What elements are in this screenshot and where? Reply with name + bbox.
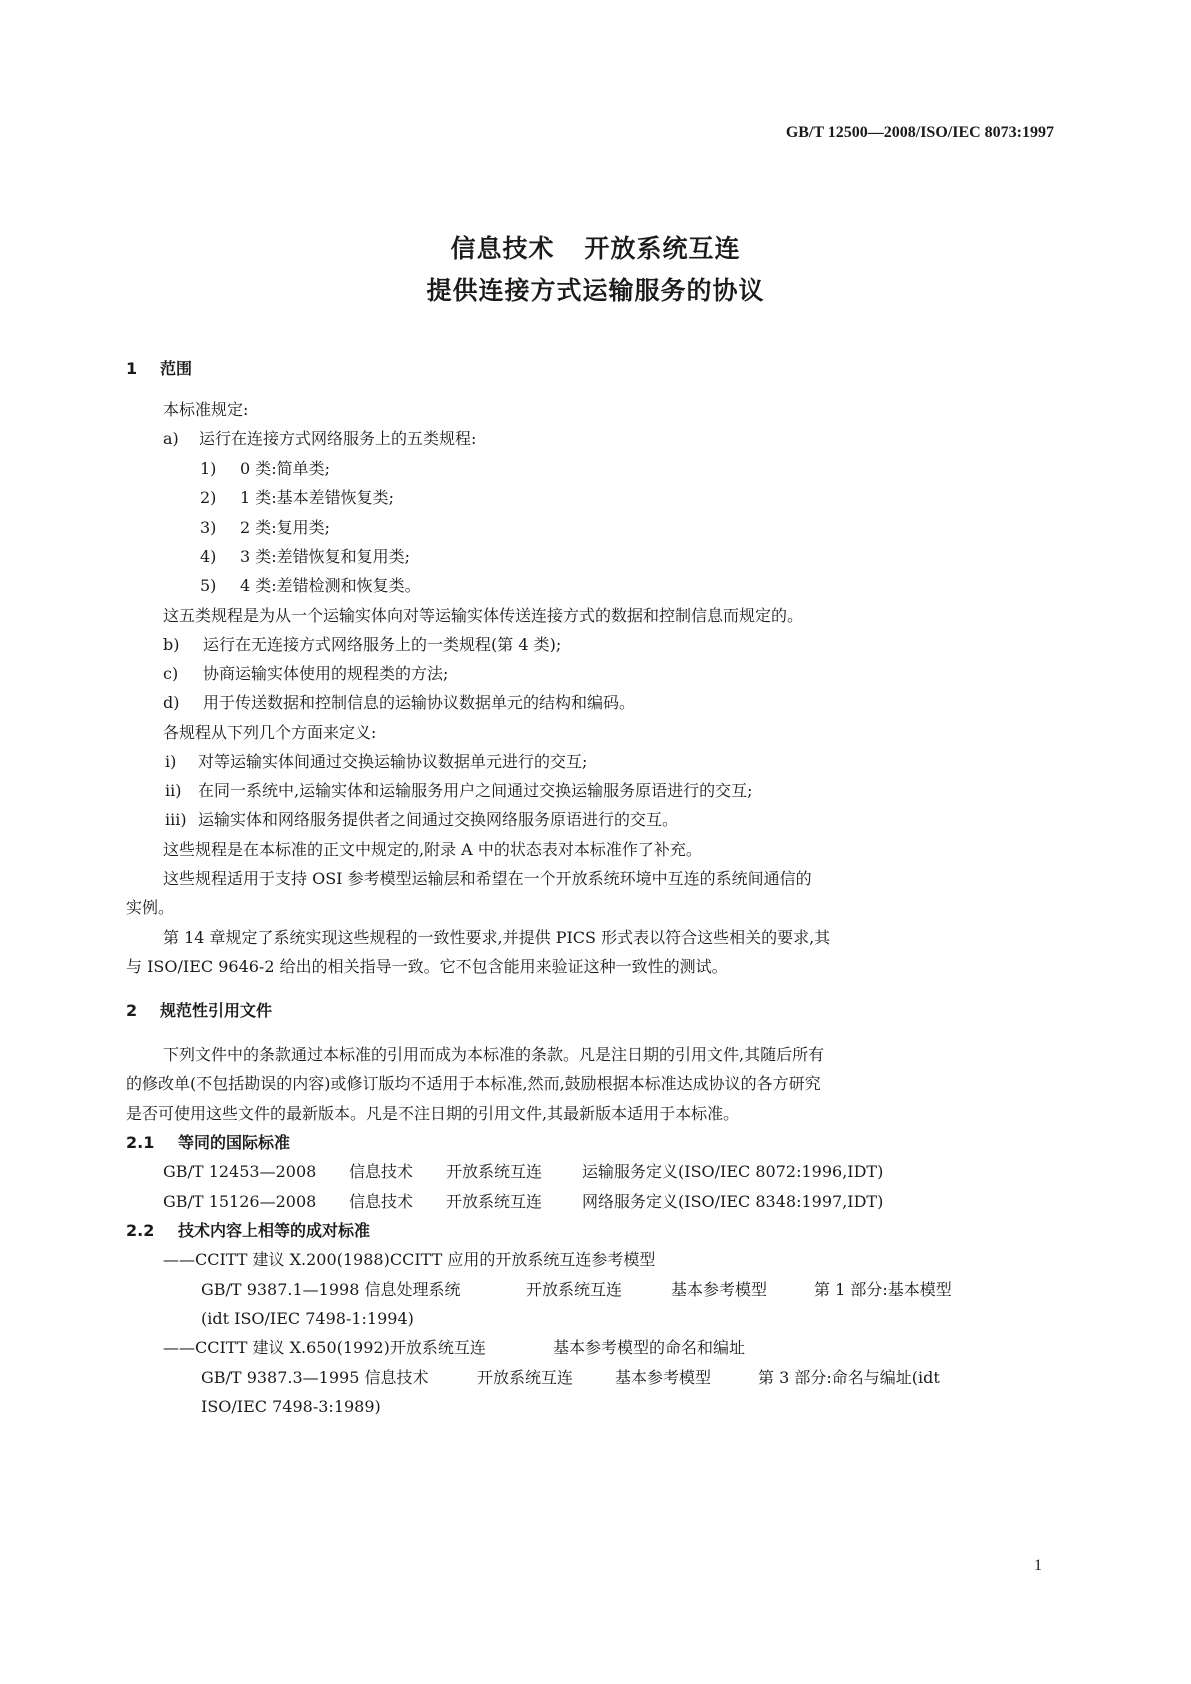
list-item (200, 488, 394, 508)
paragraph: 下列文件中的条款通过本标准的引用而成为本标准的条款。凡是注日期的引用文件,其随后所有 (163, 1045, 825, 1064)
list-text: 2 类:复用类; (240, 518, 331, 537)
list-text: 在同一系统中,运输实体和运输服务用户之间通过交换运输服务原语进行的交互; (198, 781, 753, 800)
section-title: 规范性引用文件 (160, 1001, 273, 1020)
list-label: a) (163, 429, 179, 448)
paragraph: 各规程从下列几个方面来定义: (163, 723, 377, 742)
reference-title-part: 开放系统互连 (477, 1368, 574, 1387)
paragraph-continuation: 实例。 (126, 898, 175, 917)
paragraph-continuation: 与 ISO/IEC 9646-2 给出的相关指导一致。它不包含能用来验证这种一致性的测试。 (126, 957, 728, 976)
list-item (165, 810, 678, 830)
reference-code: GB/T 9387.3—1995 信息技术 (201, 1368, 429, 1387)
list-label: 4) (200, 547, 217, 566)
list-item (165, 781, 752, 801)
list-label: 3) (200, 518, 217, 537)
list-label: 5) (200, 576, 217, 595)
subsection-number: 2.2 (126, 1221, 155, 1240)
title-line-1-part-b: 开放系统互连 (584, 234, 741, 263)
reference-title-part: 信息技术 (349, 1192, 414, 1211)
list-item (163, 635, 561, 655)
reference-entry (201, 1280, 952, 1300)
list-label: 2) (200, 488, 217, 507)
reference-title-part: 运输服务定义(ISO/IEC 8072:1996,IDT) (582, 1162, 884, 1181)
subsection-number: 2.1 (126, 1133, 155, 1152)
reference-continuation: ISO/IEC 7498-3:1989) (201, 1397, 381, 1416)
section-title: 范围 (160, 359, 193, 378)
reference-entry: ——CCITT 建议 X.200(1988)CCITT 应用的开放系统互连参考模型 (163, 1250, 656, 1269)
paragraph-continuation: 是否可使用这些文件的最新版本。凡是不注日期的引用文件,其最新版本适用于本标准。 (126, 1104, 740, 1123)
list-text: 运输实体和网络服务提供者之间通过交换网络服务原语进行的交互。 (198, 810, 679, 829)
list-item (163, 693, 635, 713)
subsection-2-1-heading (126, 1133, 290, 1153)
list-item (165, 752, 587, 772)
list-item (163, 664, 448, 684)
list-text: 3 类:差错恢复和复用类; (240, 547, 411, 566)
reference-continuation: (idt ISO/IEC 7498-1:1994) (201, 1309, 414, 1328)
list-item (200, 576, 421, 596)
paragraph: 这些规程是在本标准的正文中规定的,附录 A 中的状态表对本标准作了补充。 (163, 840, 702, 859)
section-1-heading (126, 359, 192, 379)
paragraph: 这五类规程是为从一个运输实体向对等运输实体传送连接方式的数据和控制信息而规定的。 (163, 606, 804, 625)
reference-title-part: ——CCITT 建议 X.650(1992)开放系统互连 (163, 1338, 486, 1357)
standard-code-header: GB/T 12500—2008/ISO/IEC 8073:1997 (785, 124, 1054, 141)
reference-title-part: 开放系统互连 (446, 1162, 543, 1181)
title-line-2: 提供连接方式运输服务的协议 (426, 276, 765, 305)
list-text: 0 类:简单类; (240, 459, 331, 478)
list-item (200, 518, 330, 538)
reference-code: GB/T 12453—2008 (163, 1162, 317, 1181)
paragraph: 本标准规定: (163, 400, 249, 419)
list-label: ⅱ) (165, 781, 182, 800)
list-text: 用于传送数据和控制信息的运输协议数据单元的结构和编码。 (203, 693, 636, 712)
section-number: 1 (126, 359, 138, 378)
document-body (0, 359, 1191, 1671)
list-text: 运行在无连接方式网络服务上的一类规程(第 4 类); (203, 635, 562, 654)
document-title (0, 228, 1191, 312)
reference-code: GB/T 9387.1—1998 信息处理系统 (201, 1280, 461, 1299)
reference-title-part: 信息技术 (349, 1162, 414, 1181)
title-line-1-part-a: 信息技术 (450, 234, 555, 263)
paragraph: 这些规程适用于支持 OSI 参考模型运输层和希望在一个开放系统环境中互连的系统间通信的 (163, 869, 812, 888)
list-item (200, 459, 330, 479)
list-label: c) (163, 664, 179, 683)
reference-entry (163, 1338, 745, 1358)
reference-title-part: 第 1 部分:基本模型 (814, 1280, 952, 1299)
reference-title-part: 基本参考模型 (671, 1280, 768, 1299)
reference-entry (163, 1162, 883, 1182)
list-label: 1) (200, 459, 217, 478)
section-number: 2 (126, 1001, 138, 1020)
page-number: 1 (1034, 1557, 1042, 1574)
reference-title-part: 网络服务定义(ISO/IEC 8348:1997,IDT) (582, 1192, 884, 1211)
reference-title-part: 开放系统互连 (446, 1192, 543, 1211)
list-text: 4 类:差错检测和恢复类。 (240, 576, 421, 595)
list-text: 运行在连接方式网络服务上的五类规程: (199, 429, 477, 448)
paragraph-continuation: 的修改单(不包括勘误的内容)或修订版均不适用于本标准,然而,鼓励根据本标准达成协议的各方研究 (126, 1074, 821, 1093)
list-text: 1 类:基本差错恢复类; (240, 488, 395, 507)
reference-title-part: 基本参考模型 (615, 1368, 712, 1387)
list-label: ⅰ) (165, 752, 177, 771)
list-item (163, 429, 476, 449)
subsection-title: 等同的国际标准 (178, 1133, 291, 1152)
list-label: b) (163, 635, 180, 654)
list-text: 协商运输实体使用的规程类的方法; (203, 664, 449, 683)
list-item (200, 547, 410, 567)
list-text: 对等运输实体间通过交换运输协议数据单元进行的交互; (198, 752, 588, 771)
reference-title-part: 第 3 部分:命名与编址(idt (758, 1368, 940, 1387)
list-label: d) (163, 693, 180, 712)
section-2-heading (126, 1001, 272, 1021)
reference-title-part: 基本参考模型的命名和编址 (553, 1338, 746, 1357)
title-line-1 (0, 228, 1191, 270)
subsection-2-2-heading (126, 1221, 370, 1241)
reference-title-part: 开放系统互连 (526, 1280, 623, 1299)
paragraph: 第 14 章规定了系统实现这些规程的一致性要求,并提供 PICS 形式表以符合这些相关的要求,其 (163, 928, 831, 947)
reference-entry (163, 1192, 883, 1212)
list-label: ⅲ) (165, 810, 187, 829)
subsection-title: 技术内容上相等的成对标准 (178, 1221, 371, 1240)
reference-code: GB/T 15126—2008 (163, 1192, 317, 1211)
reference-entry (201, 1368, 940, 1388)
